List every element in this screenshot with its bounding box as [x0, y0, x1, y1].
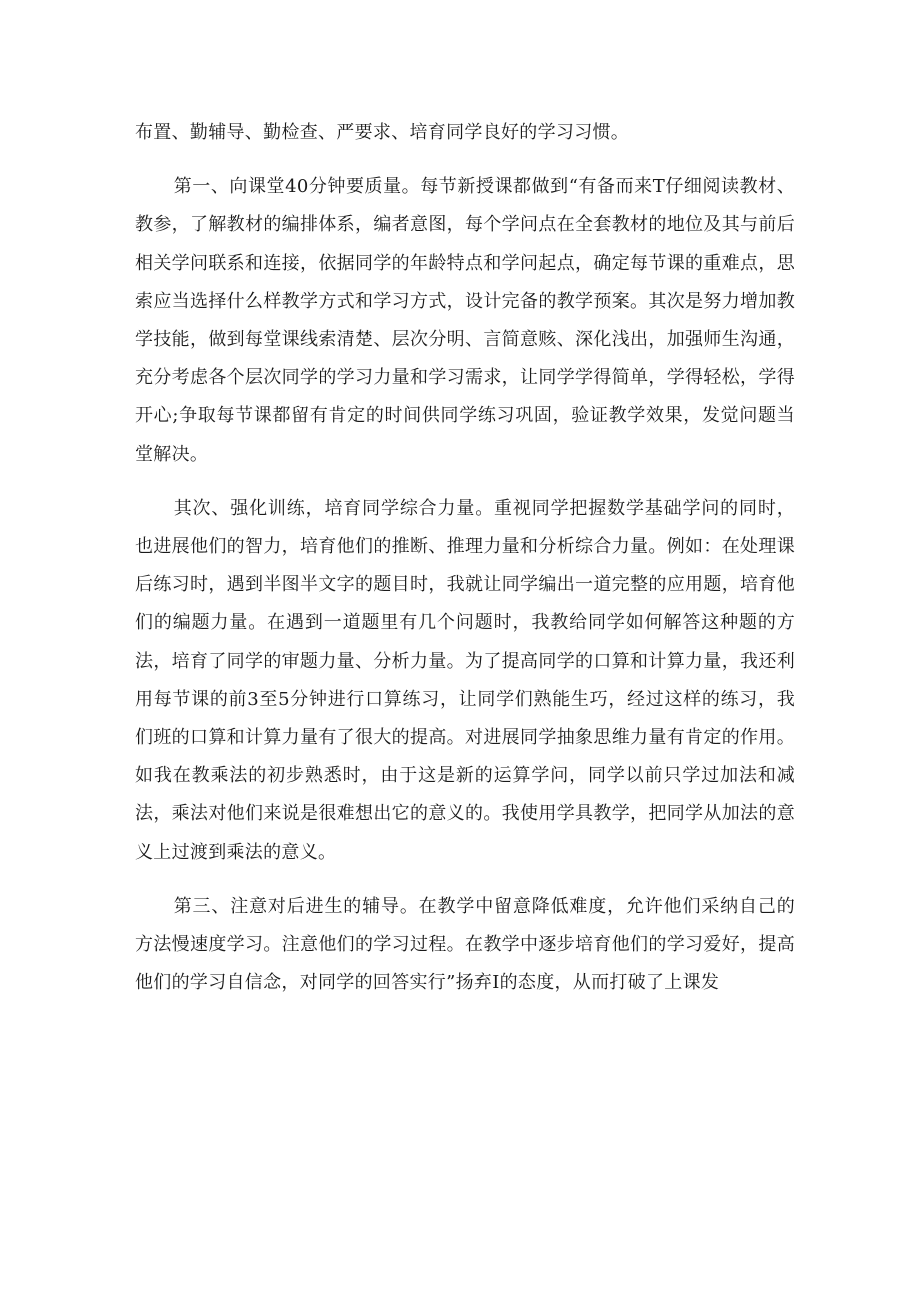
- paragraph-4: 第三、注意对后进生的辅导。在教学中留意降低难度，允许他们采纳自己的方法慢速度学习。注意他们的学习过程。在教学中逐步培育他们的学习爱好，提高他们的学习自信念，对同学的回答实行”扬弃I的态度，从而打破了上课发: [135, 895, 795, 994]
- paragraph-3: 其次、强化训练，培育同学综合力量。重视同学把握数学基础学问的同时，也进展他们的智力，培育他们的推断、推理力量和分析综合力量。例如：在处理课后练习时，遇到半图半文字的题目时，我就让同学编出一道完整的应用题，培育他们的编题力量。在遇到一道题里有几个问题时，我教给同学如何解答这种题的方法，培育了同学的审题力量、分析力量。为了提高同学的口算和计算力量，我还利用每节课的前3至5分钟进行口算练习，让同学们熟能生巧，经过这样的练习，我们班的口算和计算力量有了很大的提高。对进展同学抽象思维力量有肯定的作用。如我在教乘法的初步熟悉时，由于这是新的运算学问，同学以前只学过加法和减法，乘法对他们来说是很难想出它的意义的。我使用学具教学，把同学从加法的意义上过渡到乘法的意义。: [135, 497, 795, 863]
- document-body: [135, 114, 795, 1002]
- paragraph-1: 布置、勤辅导、勤检查、严要求、培育同学良好的学习习惯。: [135, 122, 630, 143]
- paragraph-2: 第一、向课堂40分钟要质量。每节新授课都做到“有备而来T仔细阅读教材、教参，了解教材的编排体系，编者意图，每个学问点在全套教材的地位及其与前后相关学问联系和连接，依据同学的年龄特点和学问起点，确定每节课的重难点，思索应当选择什么样教学方式和学习方式，设计完备的教学预案。其次是努力增加教学技能，做到每堂课线索清楚、层次分明、言简意赅、深化浅出，加强师生沟通，充分考虑各个层次同学的学习力量和学习需求，让同学学得简单，学得轻松，学得开心;争取每节课都留有肯定的时间供同学练习巩固，验证教学效果，发觉问题当堂解决。: [135, 176, 795, 465]
